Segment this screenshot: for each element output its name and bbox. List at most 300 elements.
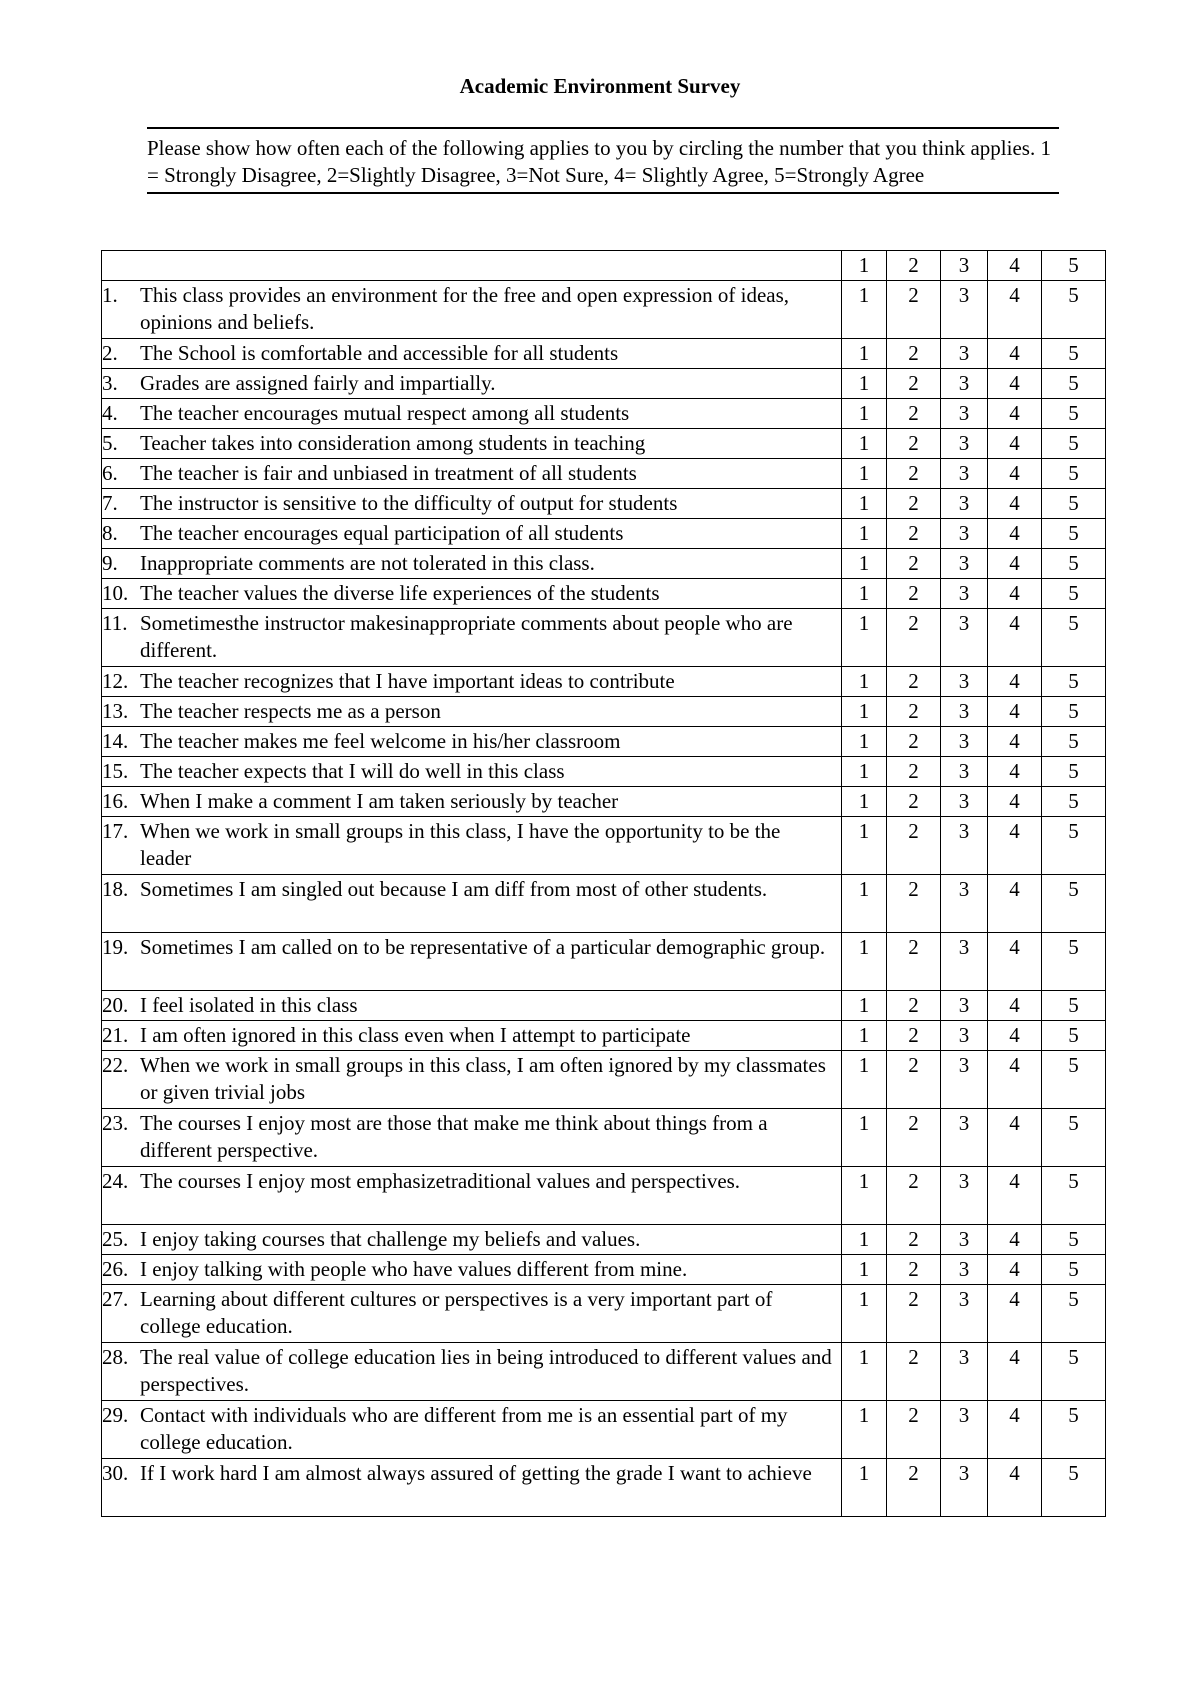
rating-option-4[interactable]: 4 <box>988 339 1042 369</box>
statement-line <box>102 340 841 367</box>
item-statement: The teacher is fair and unbiased in treatment of all students <box>140 461 637 485</box>
rating-option-3[interactable]: 3 <box>941 1225 988 1255</box>
item-number: 8. <box>102 521 118 545</box>
rating-option-1[interactable]: 1 <box>842 933 887 991</box>
statement-line <box>102 550 841 577</box>
statement-line <box>102 1402 841 1456</box>
item-number: 9. <box>102 551 118 575</box>
item-statement: Sometimes I am called on to be representative of a particular demographic group. <box>140 935 826 959</box>
statement-line <box>102 818 841 872</box>
rating-option-2[interactable]: 2 <box>887 459 941 489</box>
survey-item-row <box>102 399 1106 429</box>
survey-item-row <box>102 369 1106 399</box>
rating-option-5[interactable]: 5 <box>1042 1285 1106 1343</box>
rating-option-3[interactable]: 3 <box>941 281 988 339</box>
rating-option-4[interactable]: 4 <box>988 1285 1042 1343</box>
statement-line <box>102 1110 841 1164</box>
statement-cell <box>102 519 842 549</box>
statement-line <box>102 490 841 517</box>
item-statement: The courses I enjoy most are those that make me think about things from a different perspective. <box>140 1111 768 1162</box>
rating-option-4[interactable]: 4 <box>988 787 1042 817</box>
survey-item-row <box>102 787 1106 817</box>
rating-option-5[interactable]: 5 <box>1042 787 1106 817</box>
rating-option-1[interactable]: 1 <box>842 1401 887 1459</box>
statement-cell <box>102 991 842 1021</box>
statement-cell <box>102 1167 842 1225</box>
rating-option-1[interactable]: 1 <box>842 817 887 875</box>
item-statement: The courses I enjoy most emphasizetraditional values and perspectives. <box>140 1169 741 1193</box>
rating-option-2[interactable]: 2 <box>887 1021 941 1051</box>
survey-item-row <box>102 281 1106 339</box>
rating-option-2[interactable]: 2 <box>887 727 941 757</box>
rating-option-4[interactable]: 4 <box>988 1167 1042 1225</box>
rating-option-3[interactable]: 3 <box>941 875 988 933</box>
item-statement: The School is comfortable and accessible for all students <box>140 341 619 365</box>
rating-option-3[interactable]: 3 <box>941 579 988 609</box>
statement-line <box>102 728 841 755</box>
statement-cell <box>102 1401 842 1459</box>
rating-option-5[interactable]: 5 <box>1042 429 1106 459</box>
statement-cell <box>102 727 842 757</box>
scale-header-5: 5 <box>1042 251 1106 281</box>
rating-option-3[interactable]: 3 <box>941 339 988 369</box>
scale-header-row <box>102 251 1106 281</box>
rating-option-3[interactable]: 3 <box>941 1343 988 1401</box>
rating-option-1[interactable]: 1 <box>842 369 887 399</box>
rating-option-1[interactable]: 1 <box>842 667 887 697</box>
survey-item-row <box>102 549 1106 579</box>
rating-option-1[interactable]: 1 <box>842 991 887 1021</box>
statement-cell <box>102 1285 842 1343</box>
rating-option-4[interactable]: 4 <box>988 697 1042 727</box>
item-statement: I enjoy taking courses that challenge my beliefs and values. <box>140 1227 641 1251</box>
item-statement: The teacher respects me as a person <box>140 699 441 723</box>
rating-option-1[interactable]: 1 <box>842 727 887 757</box>
rating-option-4[interactable]: 4 <box>988 1109 1042 1167</box>
rating-option-2[interactable]: 2 <box>887 1285 941 1343</box>
item-statement: Contact with individuals who are different from me is an essential part of my college education. <box>140 1403 788 1454</box>
item-number: 6. <box>102 461 118 485</box>
item-statement: The instructor is sensitive to the difficulty of output for students <box>140 491 678 515</box>
item-number: 19. <box>102 935 129 959</box>
survey-item-row <box>102 757 1106 787</box>
rating-option-5[interactable]: 5 <box>1042 1109 1106 1167</box>
survey-item-row <box>102 579 1106 609</box>
rating-option-2[interactable]: 2 <box>887 519 941 549</box>
rating-option-1[interactable]: 1 <box>842 281 887 339</box>
rating-option-5[interactable]: 5 <box>1042 1255 1106 1285</box>
survey-item-row <box>102 697 1106 727</box>
rating-option-1[interactable]: 1 <box>842 609 887 667</box>
survey-item-row <box>102 459 1106 489</box>
statement-line <box>102 668 841 695</box>
rating-option-2[interactable]: 2 <box>887 399 941 429</box>
item-statement: I feel isolated in this class <box>140 993 358 1017</box>
rating-option-2[interactable]: 2 <box>887 1459 941 1517</box>
rating-option-1[interactable]: 1 <box>842 1459 887 1517</box>
rating-option-5[interactable]: 5 <box>1042 549 1106 579</box>
rating-option-4[interactable]: 4 <box>988 281 1042 339</box>
rating-option-5[interactable]: 5 <box>1042 667 1106 697</box>
rating-option-1[interactable]: 1 <box>842 399 887 429</box>
rating-option-1[interactable]: 1 <box>842 875 887 933</box>
statement-cell <box>102 339 842 369</box>
rating-option-5[interactable]: 5 <box>1042 1343 1106 1401</box>
rating-option-2[interactable]: 2 <box>887 1401 941 1459</box>
rating-option-2[interactable]: 2 <box>887 429 941 459</box>
rating-option-4[interactable]: 4 <box>988 1051 1042 1109</box>
statement-cell <box>102 609 842 667</box>
page-title: Academic Environment Survey <box>459 74 741 98</box>
item-number: 11. <box>102 611 128 635</box>
survey-table-body <box>102 251 1106 1517</box>
rating-option-3[interactable]: 3 <box>941 1051 988 1109</box>
rating-option-2[interactable]: 2 <box>887 667 941 697</box>
item-number: 2. <box>102 341 118 365</box>
survey-item-row <box>102 727 1106 757</box>
survey-item-row <box>102 519 1106 549</box>
rating-option-4[interactable]: 4 <box>988 991 1042 1021</box>
item-number: 21. <box>102 1023 129 1047</box>
item-number: 14. <box>102 729 129 753</box>
rating-option-3[interactable]: 3 <box>941 1109 988 1167</box>
rating-option-2[interactable]: 2 <box>887 281 941 339</box>
rating-option-1[interactable]: 1 <box>842 579 887 609</box>
survey-item-row <box>102 817 1106 875</box>
rating-option-5[interactable]: 5 <box>1042 1459 1106 1517</box>
rating-option-4[interactable]: 4 <box>988 1459 1042 1517</box>
rating-option-5[interactable]: 5 <box>1042 875 1106 933</box>
item-statement: The teacher expects that I will do well in this class <box>140 759 565 783</box>
rating-option-5[interactable]: 5 <box>1042 339 1106 369</box>
item-statement: When we work in small groups in this class, I am often ignored by my classmates or given trivial jobs <box>140 1053 826 1104</box>
statement-line <box>102 876 841 903</box>
rating-option-3[interactable]: 3 <box>941 727 988 757</box>
rating-option-2[interactable]: 2 <box>887 549 941 579</box>
rating-option-1[interactable]: 1 <box>842 459 887 489</box>
rating-option-1[interactable]: 1 <box>842 1343 887 1401</box>
rating-option-2[interactable]: 2 <box>887 933 941 991</box>
statement-line <box>102 400 841 427</box>
rating-option-3[interactable]: 3 <box>941 1285 988 1343</box>
statement-line <box>102 758 841 785</box>
item-statement: Sometimesthe instructor makesinappropriate comments about people who are different. <box>140 611 793 662</box>
rating-option-1[interactable]: 1 <box>842 489 887 519</box>
rating-option-3[interactable]: 3 <box>941 489 988 519</box>
statement-cell <box>102 549 842 579</box>
item-statement: I enjoy talking with people who have values different from mine. <box>140 1257 688 1281</box>
rating-option-2[interactable]: 2 <box>887 1109 941 1167</box>
rating-option-5[interactable]: 5 <box>1042 991 1106 1021</box>
item-number: 29. <box>102 1403 129 1427</box>
item-statement: The teacher encourages equal participation of all students <box>140 521 624 545</box>
statement-cell <box>102 1051 842 1109</box>
rating-option-5[interactable]: 5 <box>1042 727 1106 757</box>
rating-option-1[interactable]: 1 <box>842 757 887 787</box>
rating-option-4[interactable]: 4 <box>988 1021 1042 1051</box>
statement-cell <box>102 757 842 787</box>
statement-line <box>102 1286 841 1340</box>
rating-option-2[interactable]: 2 <box>887 489 941 519</box>
survey-item-row <box>102 1401 1106 1459</box>
item-statement: Inappropriate comments are not tolerated in this class. <box>140 551 595 575</box>
survey-item-row <box>102 667 1106 697</box>
rating-option-1[interactable]: 1 <box>842 1167 887 1225</box>
statement-line <box>102 520 841 547</box>
statement-cell <box>102 1109 842 1167</box>
survey-item-row <box>102 991 1106 1021</box>
rating-option-1[interactable]: 1 <box>842 549 887 579</box>
item-number: 18. <box>102 877 129 901</box>
rating-option-4[interactable]: 4 <box>988 757 1042 787</box>
scale-header-1: 1 <box>842 251 887 281</box>
survey-table <box>101 250 1106 1517</box>
rating-option-5[interactable]: 5 <box>1042 933 1106 991</box>
item-number: 1. <box>102 283 118 307</box>
statement-line <box>102 1226 841 1253</box>
item-number: 5. <box>102 431 118 455</box>
rating-option-1[interactable]: 1 <box>842 1051 887 1109</box>
rating-option-1[interactable]: 1 <box>842 1109 887 1167</box>
rating-option-3[interactable]: 3 <box>941 667 988 697</box>
statement-line <box>102 460 841 487</box>
rating-option-4[interactable]: 4 <box>988 429 1042 459</box>
rating-option-2[interactable]: 2 <box>887 875 941 933</box>
survey-item-row <box>102 1255 1106 1285</box>
rating-option-3[interactable]: 3 <box>941 1167 988 1225</box>
item-statement: I am often ignored in this class even when I attempt to participate <box>140 1023 691 1047</box>
rating-option-3[interactable]: 3 <box>941 1255 988 1285</box>
rating-option-4[interactable]: 4 <box>988 1225 1042 1255</box>
statement-cell <box>102 667 842 697</box>
statement-cell <box>102 1225 842 1255</box>
rating-option-4[interactable]: 4 <box>988 817 1042 875</box>
survey-item-row <box>102 1225 1106 1255</box>
rating-option-2[interactable]: 2 <box>887 757 941 787</box>
statement-cell <box>102 817 842 875</box>
item-statement: The teacher values the diverse life experiences of the students <box>140 581 660 605</box>
statement-cell <box>102 1459 842 1517</box>
statement-cell <box>102 697 842 727</box>
rating-option-5[interactable]: 5 <box>1042 1401 1106 1459</box>
statement-cell <box>102 399 842 429</box>
item-number: 15. <box>102 759 129 783</box>
survey-item-row <box>102 1051 1106 1109</box>
rating-option-3[interactable]: 3 <box>941 369 988 399</box>
statement-cell <box>102 489 842 519</box>
item-statement: The real value of college education lies in being introduced to different values and perspectives. <box>140 1345 832 1396</box>
item-statement: When we work in small groups in this class, I have the opportunity to be the leader <box>140 819 781 870</box>
rating-option-2[interactable]: 2 <box>887 609 941 667</box>
statement-line <box>102 1022 841 1049</box>
rating-option-4[interactable]: 4 <box>988 933 1042 991</box>
rating-option-2[interactable]: 2 <box>887 697 941 727</box>
statement-cell <box>102 281 842 339</box>
rating-option-3[interactable]: 3 <box>941 1401 988 1459</box>
rating-option-2[interactable]: 2 <box>887 991 941 1021</box>
statement-line <box>102 788 841 815</box>
rating-option-2[interactable]: 2 <box>887 1255 941 1285</box>
scale-header-2: 2 <box>887 251 941 281</box>
statement-cell <box>102 933 842 991</box>
statement-line <box>102 370 841 397</box>
rating-option-4[interactable]: 4 <box>988 519 1042 549</box>
item-number: 4. <box>102 401 118 425</box>
survey-item-row <box>102 933 1106 991</box>
rating-option-4[interactable]: 4 <box>988 667 1042 697</box>
item-number: 25. <box>102 1227 129 1251</box>
rating-option-1[interactable]: 1 <box>842 1225 887 1255</box>
rating-option-3[interactable]: 3 <box>941 787 988 817</box>
rating-option-5[interactable]: 5 <box>1042 1021 1106 1051</box>
rating-option-1[interactable]: 1 <box>842 519 887 549</box>
rating-option-5[interactable]: 5 <box>1042 817 1106 875</box>
rating-option-5[interactable]: 5 <box>1042 1225 1106 1255</box>
item-statement: Learning about different cultures or perspectives is a very important part of college education. <box>140 1287 773 1338</box>
rating-option-1[interactable]: 1 <box>842 1285 887 1343</box>
item-number: 28. <box>102 1345 129 1369</box>
survey-item-row <box>102 609 1106 667</box>
item-number: 30. <box>102 1461 129 1485</box>
statement-line <box>102 698 841 725</box>
rating-option-2[interactable]: 2 <box>887 817 941 875</box>
rating-option-1[interactable]: 1 <box>842 339 887 369</box>
rating-option-3[interactable]: 3 <box>941 1459 988 1517</box>
rating-option-5[interactable]: 5 <box>1042 697 1106 727</box>
rating-option-3[interactable]: 3 <box>941 817 988 875</box>
item-statement: The teacher makes me feel welcome in his/her classroom <box>140 729 621 753</box>
rating-option-5[interactable]: 5 <box>1042 609 1106 667</box>
statement-cell <box>102 459 842 489</box>
item-number: 12. <box>102 669 129 693</box>
rating-option-5[interactable]: 5 <box>1042 489 1106 519</box>
rating-option-3[interactable]: 3 <box>941 609 988 667</box>
item-number: 10. <box>102 581 129 605</box>
rating-option-1[interactable]: 1 <box>842 697 887 727</box>
survey-item-row <box>102 1167 1106 1225</box>
item-number: 7. <box>102 491 118 515</box>
statement-line <box>102 610 841 664</box>
rating-option-2[interactable]: 2 <box>887 339 941 369</box>
rating-option-2[interactable]: 2 <box>887 369 941 399</box>
item-number: 27. <box>102 1287 129 1311</box>
item-number: 16. <box>102 789 129 813</box>
rating-option-2[interactable]: 2 <box>887 787 941 817</box>
item-number: 20. <box>102 993 129 1017</box>
item-number: 24. <box>102 1169 129 1193</box>
item-number: 23. <box>102 1111 129 1135</box>
survey-item-row <box>102 489 1106 519</box>
survey-item-row <box>102 875 1106 933</box>
rating-option-3[interactable]: 3 <box>941 399 988 429</box>
item-number: 13. <box>102 699 129 723</box>
header-blank-cell <box>102 251 842 281</box>
statement-cell <box>102 787 842 817</box>
survey-item-row <box>102 1285 1106 1343</box>
rating-option-3[interactable]: 3 <box>941 757 988 787</box>
survey-item-row <box>102 1109 1106 1167</box>
item-number: 17. <box>102 819 129 843</box>
rating-option-2[interactable]: 2 <box>887 1167 941 1225</box>
rating-option-3[interactable]: 3 <box>941 429 988 459</box>
rating-option-4[interactable]: 4 <box>988 875 1042 933</box>
rating-option-3[interactable]: 3 <box>941 1021 988 1051</box>
rating-option-5[interactable]: 5 <box>1042 399 1106 429</box>
rating-option-5[interactable]: 5 <box>1042 757 1106 787</box>
rating-option-2[interactable]: 2 <box>887 579 941 609</box>
rating-option-1[interactable]: 1 <box>842 429 887 459</box>
statement-cell <box>102 1021 842 1051</box>
item-statement: Sometimes I am singled out because I am diff from most of other students. <box>140 877 768 901</box>
rating-option-4[interactable]: 4 <box>988 399 1042 429</box>
rating-option-3[interactable]: 3 <box>941 459 988 489</box>
rating-option-1[interactable]: 1 <box>842 1255 887 1285</box>
rating-option-4[interactable]: 4 <box>988 489 1042 519</box>
item-number: 26. <box>102 1257 129 1281</box>
rating-option-5[interactable]: 5 <box>1042 281 1106 339</box>
rating-option-3[interactable]: 3 <box>941 549 988 579</box>
rating-option-4[interactable]: 4 <box>988 369 1042 399</box>
rating-option-4[interactable]: 4 <box>988 1255 1042 1285</box>
item-statement: The teacher encourages mutual respect among all students <box>140 401 630 425</box>
rating-option-4[interactable]: 4 <box>988 609 1042 667</box>
item-statement: This class provides an environment for the free and open expression of ideas, opinions and beliefs. <box>140 283 790 334</box>
statement-line <box>102 1168 841 1195</box>
statement-cell <box>102 369 842 399</box>
rating-option-2[interactable]: 2 <box>887 1343 941 1401</box>
survey-item-row <box>102 1459 1106 1517</box>
rating-option-5[interactable]: 5 <box>1042 459 1106 489</box>
statement-line <box>102 430 841 457</box>
rating-option-4[interactable]: 4 <box>988 727 1042 757</box>
rating-option-5[interactable]: 5 <box>1042 519 1106 549</box>
statement-line <box>102 934 841 961</box>
rating-option-4[interactable]: 4 <box>988 459 1042 489</box>
item-statement: When I make a comment I am taken seriously by teacher <box>140 789 619 813</box>
survey-item-row <box>102 339 1106 369</box>
rating-option-4[interactable]: 4 <box>988 1343 1042 1401</box>
rating-option-1[interactable]: 1 <box>842 787 887 817</box>
rating-option-5[interactable]: 5 <box>1042 369 1106 399</box>
statement-line <box>102 580 841 607</box>
rating-option-5[interactable]: 5 <box>1042 1051 1106 1109</box>
rating-option-5[interactable]: 5 <box>1042 579 1106 609</box>
survey-item-row <box>102 1343 1106 1401</box>
rating-option-4[interactable]: 4 <box>988 549 1042 579</box>
rating-option-3[interactable]: 3 <box>941 933 988 991</box>
statement-line <box>102 1460 841 1487</box>
rating-option-3[interactable]: 3 <box>941 991 988 1021</box>
statement-line <box>102 1052 841 1106</box>
rating-option-4[interactable]: 4 <box>988 579 1042 609</box>
rating-option-4[interactable]: 4 <box>988 1401 1042 1459</box>
statement-cell <box>102 579 842 609</box>
statement-line <box>102 992 841 1019</box>
instructions-text: Please show how often each of the following applies to you by circling the number that you think applies. 1 = Strongly Disagree, 2=Slightly Disagree, 3=Not Sure, 4= Slightly Agree, 5=Strongly Agree <box>147 127 1059 194</box>
item-number: 3. <box>102 371 118 395</box>
item-number: 22. <box>102 1053 129 1077</box>
statement-cell <box>102 1255 842 1285</box>
item-statement: If I work hard I am almost always assured of getting the grade I want to achieve <box>140 1461 812 1485</box>
item-statement: The teacher recognizes that I have important ideas to contribute <box>140 669 675 693</box>
rating-option-5[interactable]: 5 <box>1042 1167 1106 1225</box>
statement-cell <box>102 429 842 459</box>
rating-option-1[interactable]: 1 <box>842 1021 887 1051</box>
rating-option-2[interactable]: 2 <box>887 1225 941 1255</box>
rating-option-3[interactable]: 3 <box>941 697 988 727</box>
rating-option-2[interactable]: 2 <box>887 1051 941 1109</box>
rating-option-3[interactable]: 3 <box>941 519 988 549</box>
